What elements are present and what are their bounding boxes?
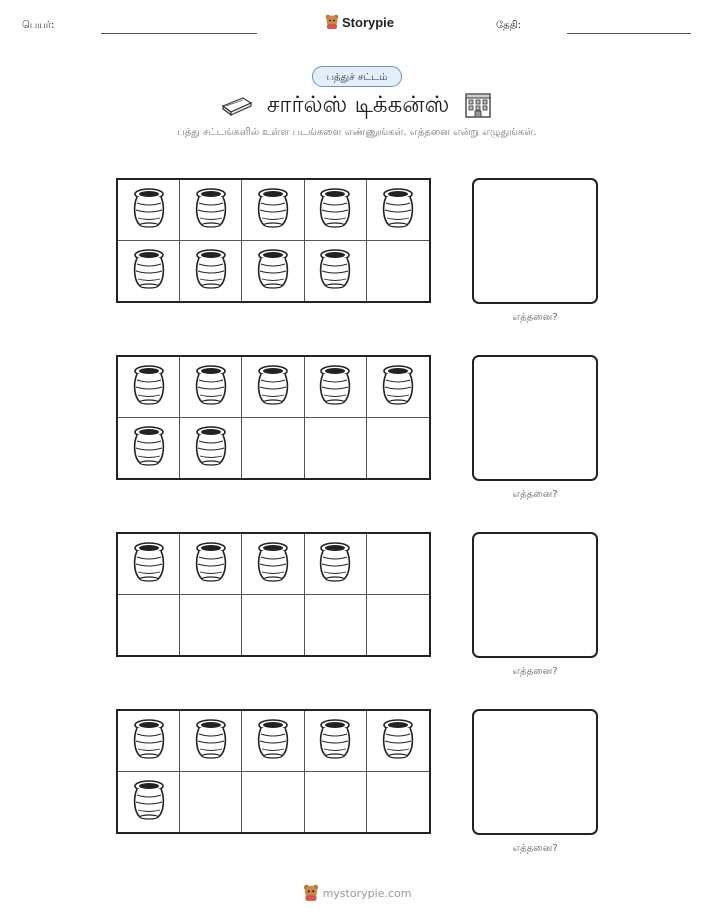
frame-cell	[367, 357, 429, 418]
frame-cell	[180, 711, 242, 772]
answer-box-1[interactable]	[472, 178, 598, 304]
frame-cell	[305, 180, 367, 241]
footer	[0, 884, 714, 902]
pot-icon	[381, 717, 415, 765]
frame-cell	[118, 357, 180, 418]
frame-cell	[118, 418, 180, 479]
mascot-icon	[325, 14, 339, 30]
frame-cell	[118, 772, 180, 833]
ten-frame-3	[116, 532, 431, 657]
pot-icon	[318, 540, 352, 588]
answer-box-4[interactable]	[472, 709, 598, 835]
date-line[interactable]	[567, 33, 691, 34]
frame-cell	[242, 534, 304, 595]
frame-cell	[367, 418, 429, 479]
book-icon	[221, 94, 253, 116]
frame-cell	[242, 357, 304, 418]
frame-cell	[242, 595, 304, 656]
frame-cell	[180, 595, 242, 656]
frame-cell	[305, 534, 367, 595]
frame-cell	[367, 595, 429, 656]
frame-cell	[180, 357, 242, 418]
mascot-icon	[303, 884, 319, 902]
pot-icon	[194, 186, 228, 234]
frame-cell	[367, 711, 429, 772]
frame-cell	[118, 241, 180, 302]
frame-cell	[242, 711, 304, 772]
pot-icon	[256, 540, 290, 588]
pot-icon	[194, 717, 228, 765]
pot-icon	[132, 424, 166, 472]
pot-icon	[318, 717, 352, 765]
ten-frame-4	[116, 709, 431, 834]
pot-icon	[132, 778, 166, 826]
building-icon	[463, 91, 493, 119]
question-label-2: எத்தனை?	[512, 489, 558, 500]
pot-icon	[381, 186, 415, 234]
date-label: தேதி:	[496, 20, 522, 31]
topic-badge: பத்துச் சட்டம்	[312, 66, 402, 87]
pot-icon	[194, 247, 228, 295]
page-title	[0, 90, 714, 124]
pot-icon	[132, 186, 166, 234]
frame-cell	[118, 534, 180, 595]
pot-icon	[256, 363, 290, 411]
frame-cell	[305, 595, 367, 656]
frame-cell	[305, 357, 367, 418]
pot-icon	[132, 247, 166, 295]
frame-cell	[305, 772, 367, 833]
frame-cell	[305, 241, 367, 302]
frame-cell	[367, 772, 429, 833]
pot-icon	[194, 540, 228, 588]
title-text: சார்ல்ஸ் டிக்கன்ஸ்	[266, 92, 450, 118]
frame-cell	[305, 711, 367, 772]
frame-cell	[367, 241, 429, 302]
pot-icon	[318, 186, 352, 234]
brand-name: Storypie	[342, 14, 395, 30]
answer-box-3[interactable]	[472, 532, 598, 658]
pot-icon	[132, 363, 166, 411]
question-label-1: எத்தனை?	[512, 312, 558, 323]
pot-icon	[256, 186, 290, 234]
frame-cell	[242, 772, 304, 833]
instructions: பத்து சட்டங்களில் உள்ள படங்களை எண்ணுங்கள். எத்தனை என்று எழுதுங்கள்.	[177, 127, 537, 138]
pot-icon	[256, 717, 290, 765]
frame-cell	[180, 534, 242, 595]
pot-icon	[132, 717, 166, 765]
pot-icon	[256, 247, 290, 295]
pot-icon	[132, 540, 166, 588]
pot-icon	[318, 363, 352, 411]
name-line[interactable]	[101, 33, 257, 34]
frame-cell	[180, 241, 242, 302]
frame-cell	[118, 711, 180, 772]
pot-icon	[194, 363, 228, 411]
frame-cell	[367, 180, 429, 241]
question-label-4: எத்தனை?	[512, 843, 558, 854]
frame-cell	[242, 418, 304, 479]
pot-icon	[381, 363, 415, 411]
footer-url[interactable]: mystorypie.com	[322, 886, 412, 900]
frame-cell	[367, 534, 429, 595]
pot-icon	[318, 247, 352, 295]
question-label-3: எத்தனை?	[512, 666, 558, 677]
ten-frame-1	[116, 178, 431, 303]
brand-logo	[325, 14, 394, 30]
answer-box-2[interactable]	[472, 355, 598, 481]
frame-cell	[305, 418, 367, 479]
name-label: பெயர்:	[22, 20, 55, 31]
frame-cell	[118, 595, 180, 656]
frame-cell	[180, 418, 242, 479]
frame-cell	[242, 241, 304, 302]
pot-icon	[194, 424, 228, 472]
frame-cell	[118, 180, 180, 241]
frame-cell	[180, 772, 242, 833]
frame-cell	[180, 180, 242, 241]
ten-frame-2	[116, 355, 431, 480]
frame-cell	[242, 180, 304, 241]
